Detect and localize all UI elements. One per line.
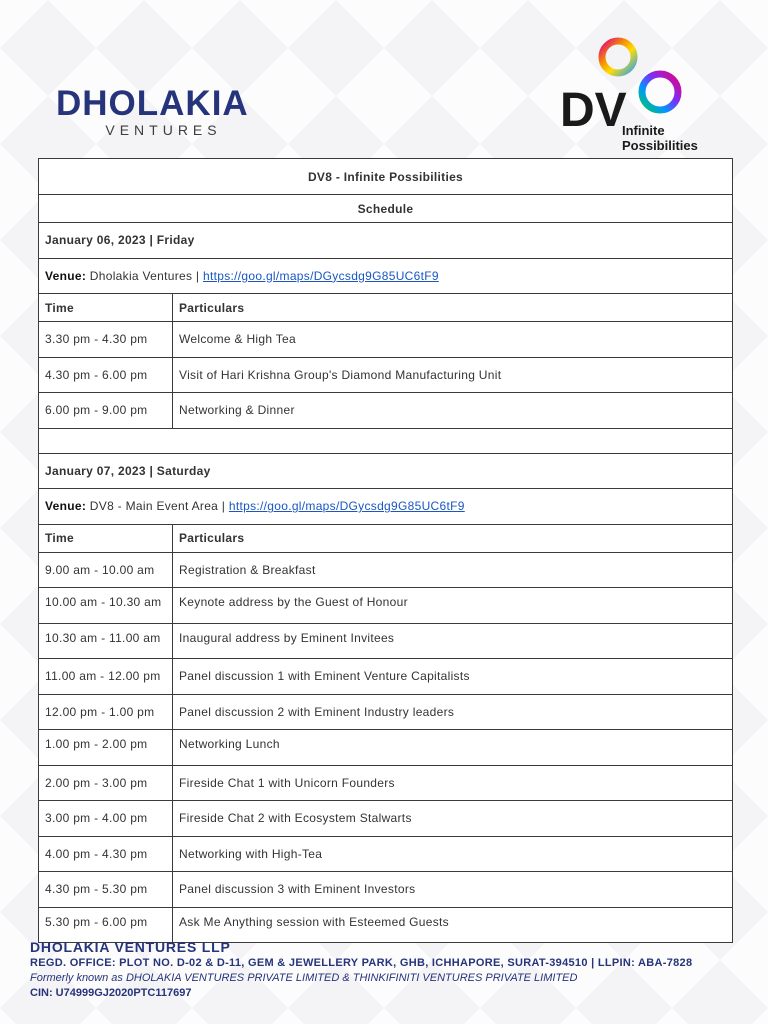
row-time: 3.30 pm - 4.30 pm [39,322,173,358]
row-particulars: Fireside Chat 1 with Unicorn Founders [173,765,733,801]
venue-cell [39,258,733,294]
venue-label: Venue: [45,499,87,514]
dholakia-ventures-logo [56,84,271,138]
table-row [39,393,733,429]
row-time: 3.00 pm - 4.00 pm [39,801,173,837]
header-time: Time [39,294,173,322]
row-particulars: Visit of Hari Krishna Group's Diamond Manufacturing Unit [173,357,733,393]
header-particulars: Particulars [173,294,733,322]
table-row [39,357,733,393]
table-row [39,623,733,659]
footer-formerly: Formerly known as DHOLAKIA VENTURES PRIVATE LIMITED & THINKIFINITI VENTURES PRIVATE LIMITED [30,972,578,984]
table-row [39,730,733,766]
table-row [39,322,733,358]
row-time: 6.00 pm - 9.00 pm [39,393,173,429]
page-footer [30,938,750,1001]
day-date-row [39,453,733,489]
venue-map-link[interactable]: https://goo.gl/maps/DGycsdg9G85UC6tF9 [228,499,465,514]
row-time: 11.00 am - 12.00 pm [39,659,173,695]
row-particulars: Networking with High-Tea [173,836,733,872]
spacer-cell [39,428,733,453]
table-subtitle-row [39,195,733,223]
header-time: Time [39,524,173,552]
row-time: 4.30 pm - 6.00 pm [39,357,173,393]
table-row [39,765,733,801]
footer-company: DHOLAKIA VENTURES LLP [30,939,231,955]
venue-label: Venue: [45,268,87,283]
row-time: 10.00 am - 10.30 am [39,588,173,624]
row-time: 4.00 pm - 4.30 pm [39,836,173,872]
table-row [39,552,733,588]
row-particulars: Ask Me Anything session with Esteemed Guests [173,907,733,943]
table-row [39,872,733,908]
table-row [39,659,733,695]
table-row [39,588,733,624]
row-time: 12.00 pm - 1.00 pm [39,694,173,730]
row-particulars: Welcome & High Tea [173,322,733,358]
venue-name: DV8 - Main Event Area | [89,499,226,514]
day-date-row [39,223,733,259]
schedule-table [38,158,733,943]
day-date: January 07, 2023 | Saturday [39,453,733,489]
row-particulars: Fireside Chat 2 with Ecosystem Stalwarts [173,801,733,837]
table-subtitle: Schedule [39,195,733,223]
logo-sub-text: VENTURES [105,122,222,138]
footer-cin: CIN: U74999GJ2020PTC117697 [30,987,192,999]
row-particulars: Panel discussion 1 with Eminent Venture Capitalists [173,659,733,695]
logo-tagline-1: Infinite [622,123,665,138]
row-time: 9.00 am - 10.00 am [39,552,173,588]
venue-map-link[interactable]: https://goo.gl/maps/DGycsdg9G85UC6tF9 [202,268,439,283]
row-time: 10.30 am - 11.00 am [39,623,173,659]
row-time: 4.30 pm - 5.30 pm [39,872,173,908]
row-particulars: Panel discussion 2 with Eminent Industry leaders [173,694,733,730]
logo-brand-text: DHOLAKIA [56,84,249,123]
row-particulars: Inaugural address by Eminent Invitees [173,623,733,659]
day-date: January 06, 2023 | Friday [39,223,733,259]
footer-address: REGD. OFFICE: PLOT NO. D-02 & D-11, GEM & JEWELLERY PARK, GHB, ICHHAPORE, SURAT-394510 | LLPIN: ABA-7828 [30,957,693,969]
table-row [39,836,733,872]
row-particulars: Networking Lunch [173,730,733,766]
venue-row [39,258,733,294]
logo-tagline-2: Possibilities [622,138,698,153]
table-row [39,801,733,837]
row-time: 1.00 pm - 2.00 pm [39,730,173,766]
venue-name: Dholakia Ventures | [89,268,200,283]
table-title: DV8 - Infinite Possibilities [39,159,733,195]
venue-row [39,489,733,525]
row-time: 2.00 pm - 3.00 pm [39,765,173,801]
spacer-row [39,428,733,453]
dv8-logo [556,34,716,154]
row-particulars: Networking & Dinner [173,393,733,429]
table-row [39,694,733,730]
venue-cell [39,489,733,525]
table-title-row [39,159,733,195]
table-header-row [39,524,733,552]
row-particulars: Registration & Breakfast [173,552,733,588]
row-particulars: Keynote address by the Guest of Honour [173,588,733,624]
row-time: 5.30 pm - 6.00 pm [39,907,173,943]
table-header-row [39,294,733,322]
row-particulars: Panel discussion 3 with Eminent Investors [173,872,733,908]
svg-text:DV: DV [560,84,627,137]
header-particulars: Particulars [173,524,733,552]
